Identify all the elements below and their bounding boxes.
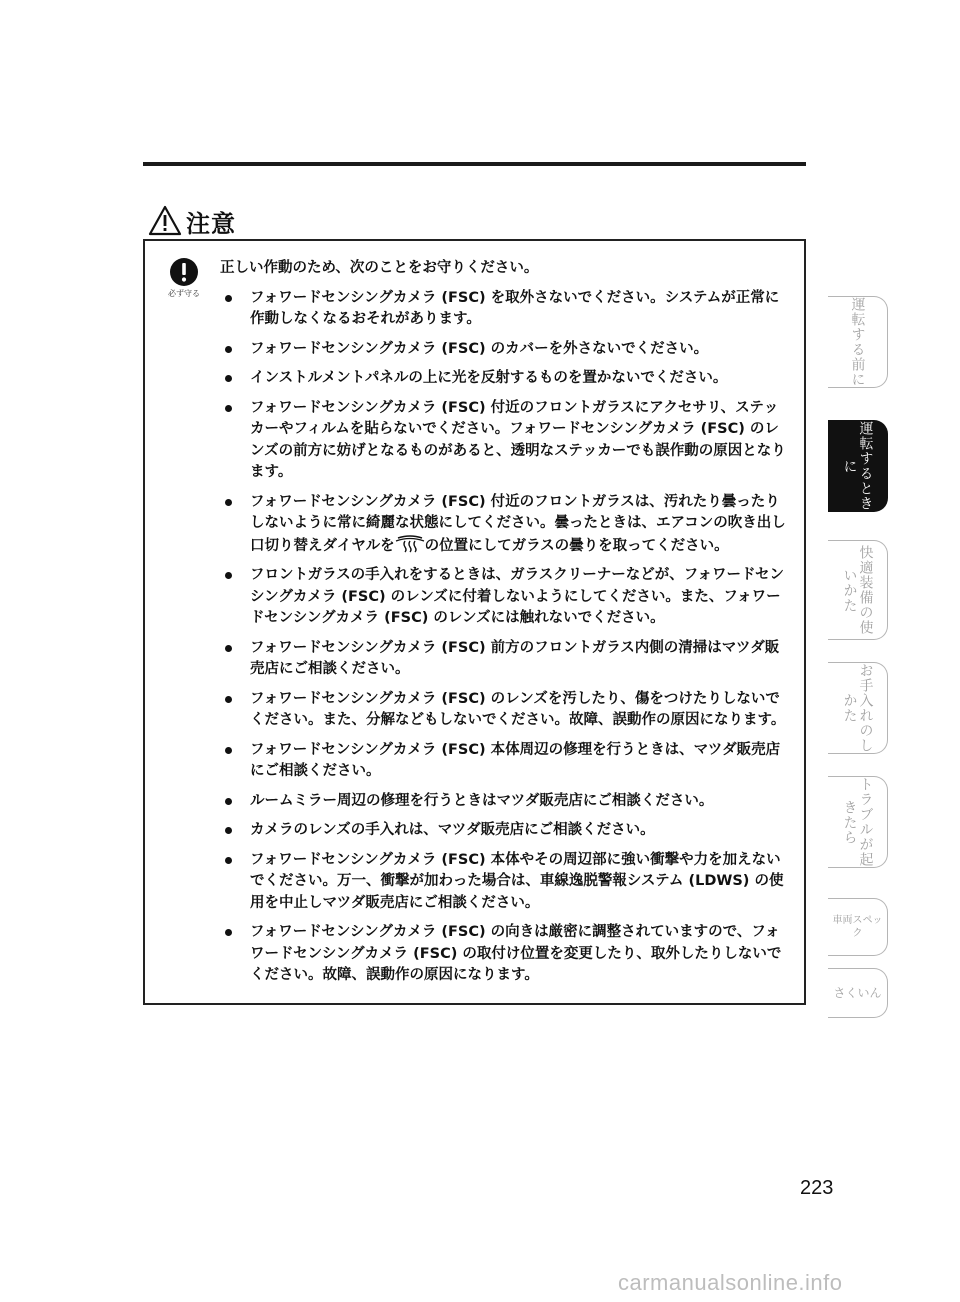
caution-header	[148, 203, 236, 239]
side-tab-vehicle-specs[interactable]	[828, 898, 888, 956]
list-item: ルームミラー周辺の修理を行うときはマツダ販売店にご相談ください。	[220, 791, 792, 813]
caution-list	[220, 288, 792, 987]
list-item: インストルメントパネルの上に光を反射するものを置かないでください。	[220, 368, 792, 390]
footer-watermark: carmanualsonline.info	[618, 1270, 843, 1295]
side-tab-label: お手入れのしかた	[841, 663, 874, 753]
item-text-before-icon: フォワードセンシングカメラ (FSC) 付近のフロントガラスは、汚れたり曇ったりしないように常に綺麗な状態にしてください。曇ったときは、エアコンの吹き出し口切り替えダイヤルを	[250, 493, 786, 554]
side-tab-label: 運転する前に	[849, 297, 866, 387]
caution-content	[220, 258, 792, 995]
defroster-icon	[395, 535, 425, 553]
caution-intro: 正しい作動のため、次のことをお守りください。	[220, 260, 539, 276]
side-tab-while-driving[interactable]	[828, 420, 888, 512]
exclamation-circle-icon	[169, 257, 199, 287]
list-item: フォワードセンシングカメラ (FSC) 付近のフロントガラスにアクセサリ、ステッカーやフィルムを貼らないでください。フォワードセンシングカメラ (FSC) のレンズの前方に妨げとなるものがあると、透明なステッカーでも誤作動の原因となります。	[220, 398, 792, 484]
list-item: フォワードセンシングカメラ (FSC) 本体周辺の修理を行うときは、マツダ販売店にご相談ください。	[220, 740, 792, 783]
caution-box	[143, 239, 806, 1005]
side-tab-troubleshooting[interactable]	[828, 776, 888, 868]
list-item: フォワードセンシングカメラ (FSC) のレンズを汚したり、傷をつけたりしないでください。また、分解などもしないでください。故障、誤動作の原因になります。	[220, 689, 792, 732]
side-tab-index[interactable]	[828, 968, 888, 1018]
list-item: フォワードセンシングカメラ (FSC) の向きは厳密に調整されていますので、フォワードセンシングカメラ (FSC) の取付け位置を変更したり、取外したりしないでください。故障、誤動作の原因になります。	[220, 922, 792, 987]
item-text-after-icon: の位置にしてガラスの曇りを取ってください。	[424, 537, 729, 554]
list-item: フォワードセンシングカメラ (FSC) 本体やその周辺部に強い衝撃や力を加えないでください。万一、衝撃が加わった場合は、車線逸脱警報システム (LDWS) の使用を中止しマツダ販売店にご相談ください。	[220, 850, 792, 915]
side-tab-label: 快適装備の使いかた	[841, 545, 874, 635]
page-number: 223	[800, 1177, 834, 1199]
side-tab-comfort-equipment[interactable]	[828, 540, 888, 640]
list-item	[220, 492, 792, 558]
side-tab-label: 運転するときに	[841, 421, 874, 511]
side-tab-label: トラブルが起きたら	[841, 777, 874, 867]
must-follow-label: 必ず守る	[168, 289, 200, 298]
warning-triangle-icon	[148, 205, 182, 237]
list-item: フォワードセンシングカメラ (FSC) を取外さないでください。システムが正常に作動しなくなるおそれがあります。	[220, 288, 792, 331]
list-item: カメラのレンズの手入れは、マツダ販売店にご相談ください。	[220, 820, 792, 842]
list-item: フォワードセンシングカメラ (FSC) のカバーを外さないでください。	[220, 339, 792, 361]
top-rule	[143, 162, 806, 166]
must-follow-mark	[165, 257, 203, 299]
side-tab-maintenance[interactable]	[828, 662, 888, 754]
side-tab-label: 車両スペック	[832, 915, 883, 939]
list-item: フォワードセンシングカメラ (FSC) 前方のフロントガラス内側の清掃はマツダ販売店にご相談ください。	[220, 638, 792, 681]
caution-title: 注意	[186, 209, 236, 238]
side-tab-before-driving[interactable]	[828, 296, 888, 388]
side-tab-label: さくいん	[833, 986, 882, 1000]
list-item: フロントガラスの手入れをするときは、ガラスクリーナーなどが、フォワードセンシングカメラ (FSC) のレンズに付着しないようにしてください。また、フォワードセンシングカメラ (FSC) のレンズには触れないでください。	[220, 565, 792, 630]
